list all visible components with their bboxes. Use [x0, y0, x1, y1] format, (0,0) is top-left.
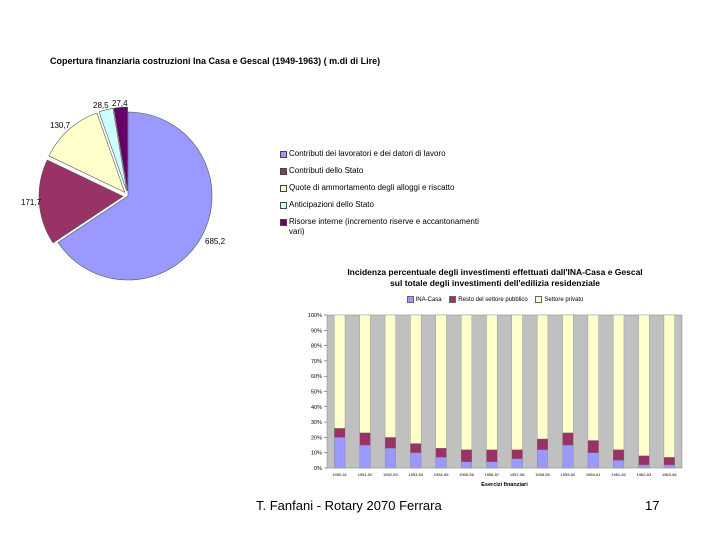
- x-tick-label: 1950-51: [332, 472, 348, 477]
- bar-segment-pubblico: [537, 439, 548, 450]
- y-tick-label: 50%: [310, 389, 322, 396]
- pie-label-risorse-interne: 27,4: [112, 99, 128, 108]
- bar-segment-privato: [436, 315, 447, 448]
- bar-segment-ina-casa: [385, 448, 396, 468]
- pie-label-quote-ammortamento: 130,7: [50, 121, 71, 130]
- bar-segment-privato: [639, 315, 650, 456]
- bar-chart-title-line1: Incidenza percentuale degli investimenti effettuati dall'INA-Casa e Gescal: [347, 267, 643, 277]
- pie-legend-item: [280, 149, 495, 159]
- x-tick-label: 1963-64: [661, 472, 677, 477]
- bar-segment-pubblico: [385, 437, 396, 448]
- bar-segment-privato: [385, 315, 396, 437]
- legend-label: Quote di ammortamento degli alloggi e riscatto: [289, 183, 455, 192]
- plot-area: [327, 315, 682, 468]
- bar-segment-ina-casa: [613, 460, 624, 468]
- y-tick-label: 20%: [310, 435, 322, 442]
- y-tick-label: 70%: [310, 358, 322, 365]
- bar-legend-item: [449, 296, 527, 303]
- legend-label: Settore privato: [544, 296, 584, 303]
- bar-segment-privato: [486, 315, 497, 450]
- pie-label-contributi-lavoratori: 685,2: [205, 237, 226, 246]
- legend-label: INA-Casa: [415, 296, 442, 303]
- bar-segment-pubblico: [588, 440, 599, 452]
- pie-label-anticipazioni: 28,5: [93, 101, 109, 110]
- bar-segment-pubblico: [613, 450, 624, 461]
- bar-segment-pubblico: [360, 433, 371, 445]
- bar-segment-pubblico: [563, 433, 574, 445]
- bar-segment-pubblico: [664, 457, 675, 465]
- bar-segment-pubblico: [410, 444, 421, 453]
- legend-swatch: [280, 202, 287, 209]
- legend-label: Resto del settore pubblico: [458, 296, 528, 303]
- legend-label: Contributi dei lavoratori e dei datori di lavoro: [289, 149, 446, 158]
- legend-swatch: [280, 151, 287, 158]
- bar-segment-privato: [360, 315, 371, 433]
- bar-segment-privato: [334, 315, 345, 428]
- x-tick-label: 1954-55: [433, 472, 449, 477]
- bar-segment-pubblico: [486, 450, 497, 462]
- bar-segment-ina-casa: [664, 465, 675, 468]
- x-tick-label: 1952-53: [383, 472, 398, 477]
- legend-swatch: [535, 296, 542, 303]
- pie-legend-item: [280, 200, 495, 210]
- bar-segment-ina-casa: [563, 445, 574, 468]
- bar-segment-pubblico: [512, 450, 523, 459]
- bar-segment-pubblico: [436, 448, 447, 457]
- y-tick-label: 0%: [314, 466, 322, 472]
- bar-legend: [300, 296, 690, 305]
- bar-segment-ina-casa: [410, 453, 421, 468]
- y-tick-label: 80%: [310, 343, 322, 350]
- bar-segment-ina-casa: [334, 437, 345, 468]
- legend-swatch: [280, 168, 287, 175]
- bar-legend-item: [535, 296, 583, 303]
- legend-swatch: [280, 185, 287, 192]
- x-tick-label: 1953-54: [408, 472, 424, 477]
- bar-segment-privato: [512, 315, 523, 450]
- bar-segment-ina-casa: [512, 459, 523, 468]
- page-number: 17: [645, 498, 660, 513]
- bar-segment-ina-casa: [588, 453, 599, 468]
- bar-chart-subtitle: sul totale degli investimenti dell'edilizia residenziale: [390, 278, 600, 288]
- x-axis-label: Esercizi finanziari: [481, 482, 528, 488]
- bar-segment-ina-casa: [461, 462, 472, 468]
- x-tick-label: 1956-57: [484, 472, 500, 477]
- bar-chart: [295, 305, 695, 495]
- bar-segment-ina-casa: [360, 445, 371, 468]
- y-tick-label: 10%: [310, 450, 322, 457]
- legend-swatch: [449, 296, 456, 303]
- legend-swatch: [407, 296, 414, 303]
- legend-label: Risorse interne (incremento riserve e accantonamenti vari): [289, 217, 479, 236]
- bar-segment-pubblico: [334, 428, 345, 437]
- pie-legend-item: [280, 166, 495, 176]
- y-tick-label: 30%: [310, 420, 322, 427]
- pie-legend-item: [280, 183, 495, 193]
- bar-segment-privato: [537, 315, 548, 439]
- bar-segment-pubblico: [461, 450, 472, 462]
- bar-segment-privato: [410, 315, 421, 444]
- bar-legend-item: [407, 296, 442, 303]
- footer-text: T. Fanfani - Rotary 2070 Ferrara: [256, 498, 442, 513]
- bar-segment-ina-casa: [639, 465, 650, 468]
- x-tick-label: 1955-56: [459, 472, 474, 477]
- pie-chart-title: Copertura finanziaria costruzioni Ina Casa e Gescal (1949-1963) ( m.di di Lire): [50, 56, 381, 66]
- bar-segment-privato: [613, 315, 624, 450]
- pie-label-contributi-stato: 171,7: [21, 198, 42, 207]
- bar-chart-title: [300, 267, 690, 289]
- x-tick-label: 1962-63: [636, 472, 652, 477]
- x-tick-label: 1959-60: [560, 472, 576, 477]
- legend-label: Anticipazioni dello Stato: [289, 200, 374, 209]
- bar-segment-ina-casa: [486, 462, 497, 468]
- x-tick-label: 1961-62: [611, 472, 626, 477]
- y-tick-label: 60%: [310, 374, 322, 381]
- legend-label: Contributi dello Stato: [289, 166, 364, 175]
- x-tick-label: 1951-52: [357, 472, 373, 477]
- x-tick-label: 1960-61: [585, 472, 601, 477]
- y-tick-label: 90%: [310, 328, 322, 335]
- bar-segment-pubblico: [639, 456, 650, 465]
- bar-segment-privato: [461, 315, 472, 450]
- bar-segment-privato: [563, 315, 574, 433]
- legend-swatch: [280, 219, 287, 226]
- y-tick-label: 40%: [310, 404, 322, 411]
- bar-segment-privato: [664, 315, 675, 457]
- x-tick-label: 1958-59: [535, 472, 550, 477]
- pie-legend: [280, 149, 495, 244]
- x-tick-label: 1957-58: [509, 472, 525, 477]
- bar-segment-privato: [588, 315, 599, 440]
- pie-legend-item: [280, 217, 495, 237]
- bar-segment-ina-casa: [537, 450, 548, 468]
- y-tick-label: 100%: [307, 313, 322, 319]
- bar-segment-ina-casa: [436, 457, 447, 468]
